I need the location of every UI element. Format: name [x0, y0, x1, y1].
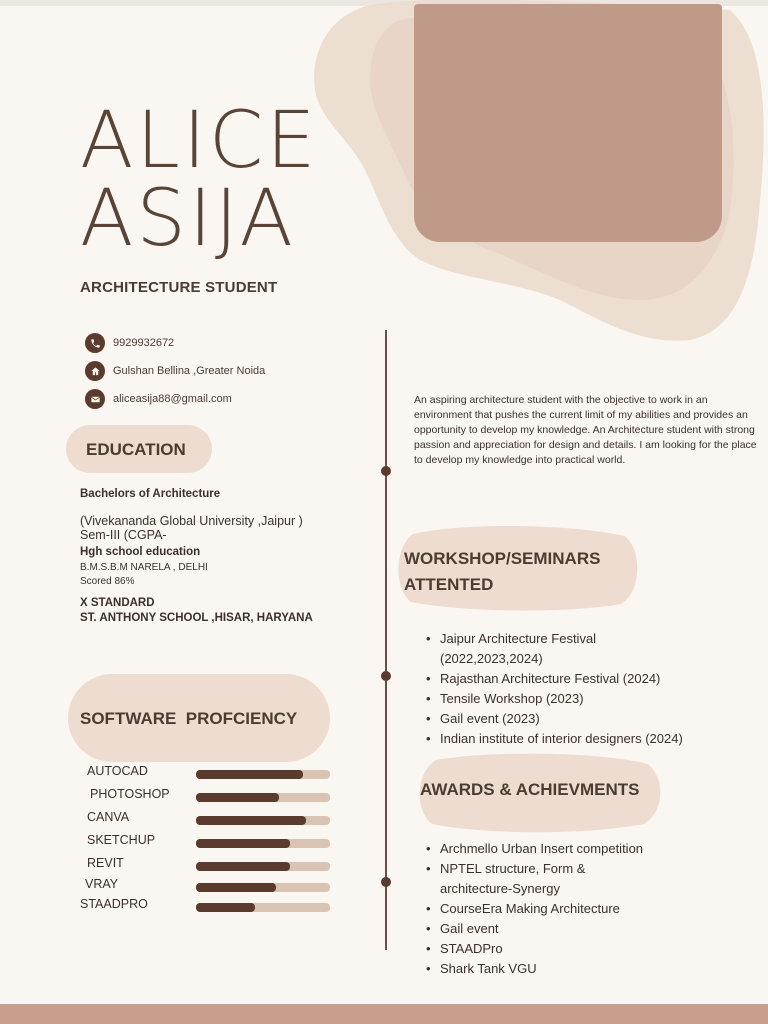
workshop-heading-line2: ATTENTED [404, 575, 494, 594]
list-item: • Tensile Workshop (2023) [424, 689, 683, 709]
skill-bar-track [196, 770, 330, 779]
workshop-heading-line1: WORKSHOP/SEMINARS [404, 549, 601, 568]
home-icon [85, 361, 105, 381]
list-item: (2022,2023,2024) [440, 651, 543, 666]
skill-name: VRAY [85, 877, 119, 891]
skill-bar-track [196, 793, 330, 802]
x-standard-school: ST. ANTHONY SCHOOL ,HISAR, HARYANA [80, 612, 313, 624]
timeline-dot [381, 466, 391, 476]
list-item: • Gail event [424, 919, 643, 939]
skill-name: AUTOCAD [87, 764, 148, 778]
skill-bar-track [196, 862, 330, 871]
skill-row [80, 787, 340, 807]
education-heading: EDUCATION [86, 440, 186, 459]
skill-bar-track [196, 816, 330, 825]
skill-bar-track [196, 839, 330, 848]
awards-heading: AWARDS & ACHIEVMENTS [420, 780, 640, 799]
skill-name: REVIT [87, 856, 124, 870]
timeline-dot [381, 877, 391, 887]
contact-email [85, 385, 265, 413]
skill-row [80, 764, 340, 784]
list-item: • Indian institute of interior designers (2024) [424, 729, 683, 749]
skill-bar-fill [196, 839, 290, 848]
skill-row [80, 856, 340, 876]
skill-row [80, 897, 340, 917]
degree: Bachelors of Architecture [80, 488, 221, 500]
university: (Vivekananda Global University ,Jaipur ) [80, 514, 303, 528]
timeline-line [385, 330, 387, 950]
phone-icon [85, 333, 105, 353]
contact-address [85, 357, 265, 385]
list-item: • CourseEra Making Architecture [424, 899, 643, 919]
skill-bar-fill [196, 770, 303, 779]
first-name: ALICE [80, 96, 319, 186]
skill-bar-fill [196, 816, 306, 825]
photo-placeholder [414, 4, 722, 242]
school-name: B.M.S.B.M NARELA , DELHI [80, 562, 208, 573]
list-item: • NPTEL structure, Form & [424, 859, 643, 879]
contact-block [85, 329, 265, 413]
skill-bar-fill [196, 793, 279, 802]
phone-number[interactable]: 9929932672 [113, 337, 175, 349]
school-score: Scored 86% [80, 576, 135, 587]
skill-name: CANVA [87, 810, 130, 824]
semester: Sem-III (CGPA- [80, 528, 167, 542]
email-link[interactable]: aliceasija88@gmail.com [113, 393, 232, 405]
list-item: • Rajasthan Architecture Festival (2024) [424, 669, 683, 689]
software-heading: SOFTWARE PROFCIENCY [80, 709, 298, 728]
x-standard-label: X STANDARD [80, 597, 155, 609]
list-item: architecture-Synergy [440, 881, 560, 896]
skill-bar-fill [196, 883, 276, 892]
skill-bar-track [196, 883, 330, 892]
skill-row [80, 810, 340, 830]
job-title: ARCHITECTURE STUDENT [80, 279, 278, 296]
skill-bar-fill [196, 862, 290, 871]
timeline-dot [381, 671, 391, 681]
list-item: • Gail event (2023) [424, 709, 683, 729]
contact-phone [85, 329, 265, 357]
address-text: Gulshan Bellina ,Greater Noida [113, 365, 266, 377]
profile-summary: An aspiring architecture student with the objective to work in an environment that pushes the current limit of my abilities and provides an opportunity to develop my knowledge. An Architecture student with strong passion and appreciation for design and details. I am looking for the place to develop my knowledge into practical world. [414, 394, 757, 466]
list-item: • Archmello Urban Insert competition [424, 839, 643, 859]
skill-name: STAADPRO [80, 897, 148, 911]
email-icon [85, 389, 105, 409]
workshop-list [424, 629, 683, 749]
list-item: • STAADPro [424, 939, 643, 959]
skill-name: PHOTOSHOP [90, 787, 170, 801]
skill-bar-fill [196, 903, 255, 912]
bottom-bar [0, 1004, 768, 1024]
awards-list [424, 839, 643, 979]
list-item: • Jaipur Architecture Festival [424, 629, 683, 649]
list-item: • Shark Tank VGU [424, 959, 643, 979]
skill-name: SKETCHUP [87, 833, 156, 847]
education-section [80, 488, 380, 624]
skill-row [80, 877, 340, 897]
skill-bar-track [196, 903, 330, 912]
high-school-label: Hgh school education [80, 546, 201, 558]
skill-row [80, 833, 340, 853]
last-name: ASIJA [80, 174, 296, 264]
